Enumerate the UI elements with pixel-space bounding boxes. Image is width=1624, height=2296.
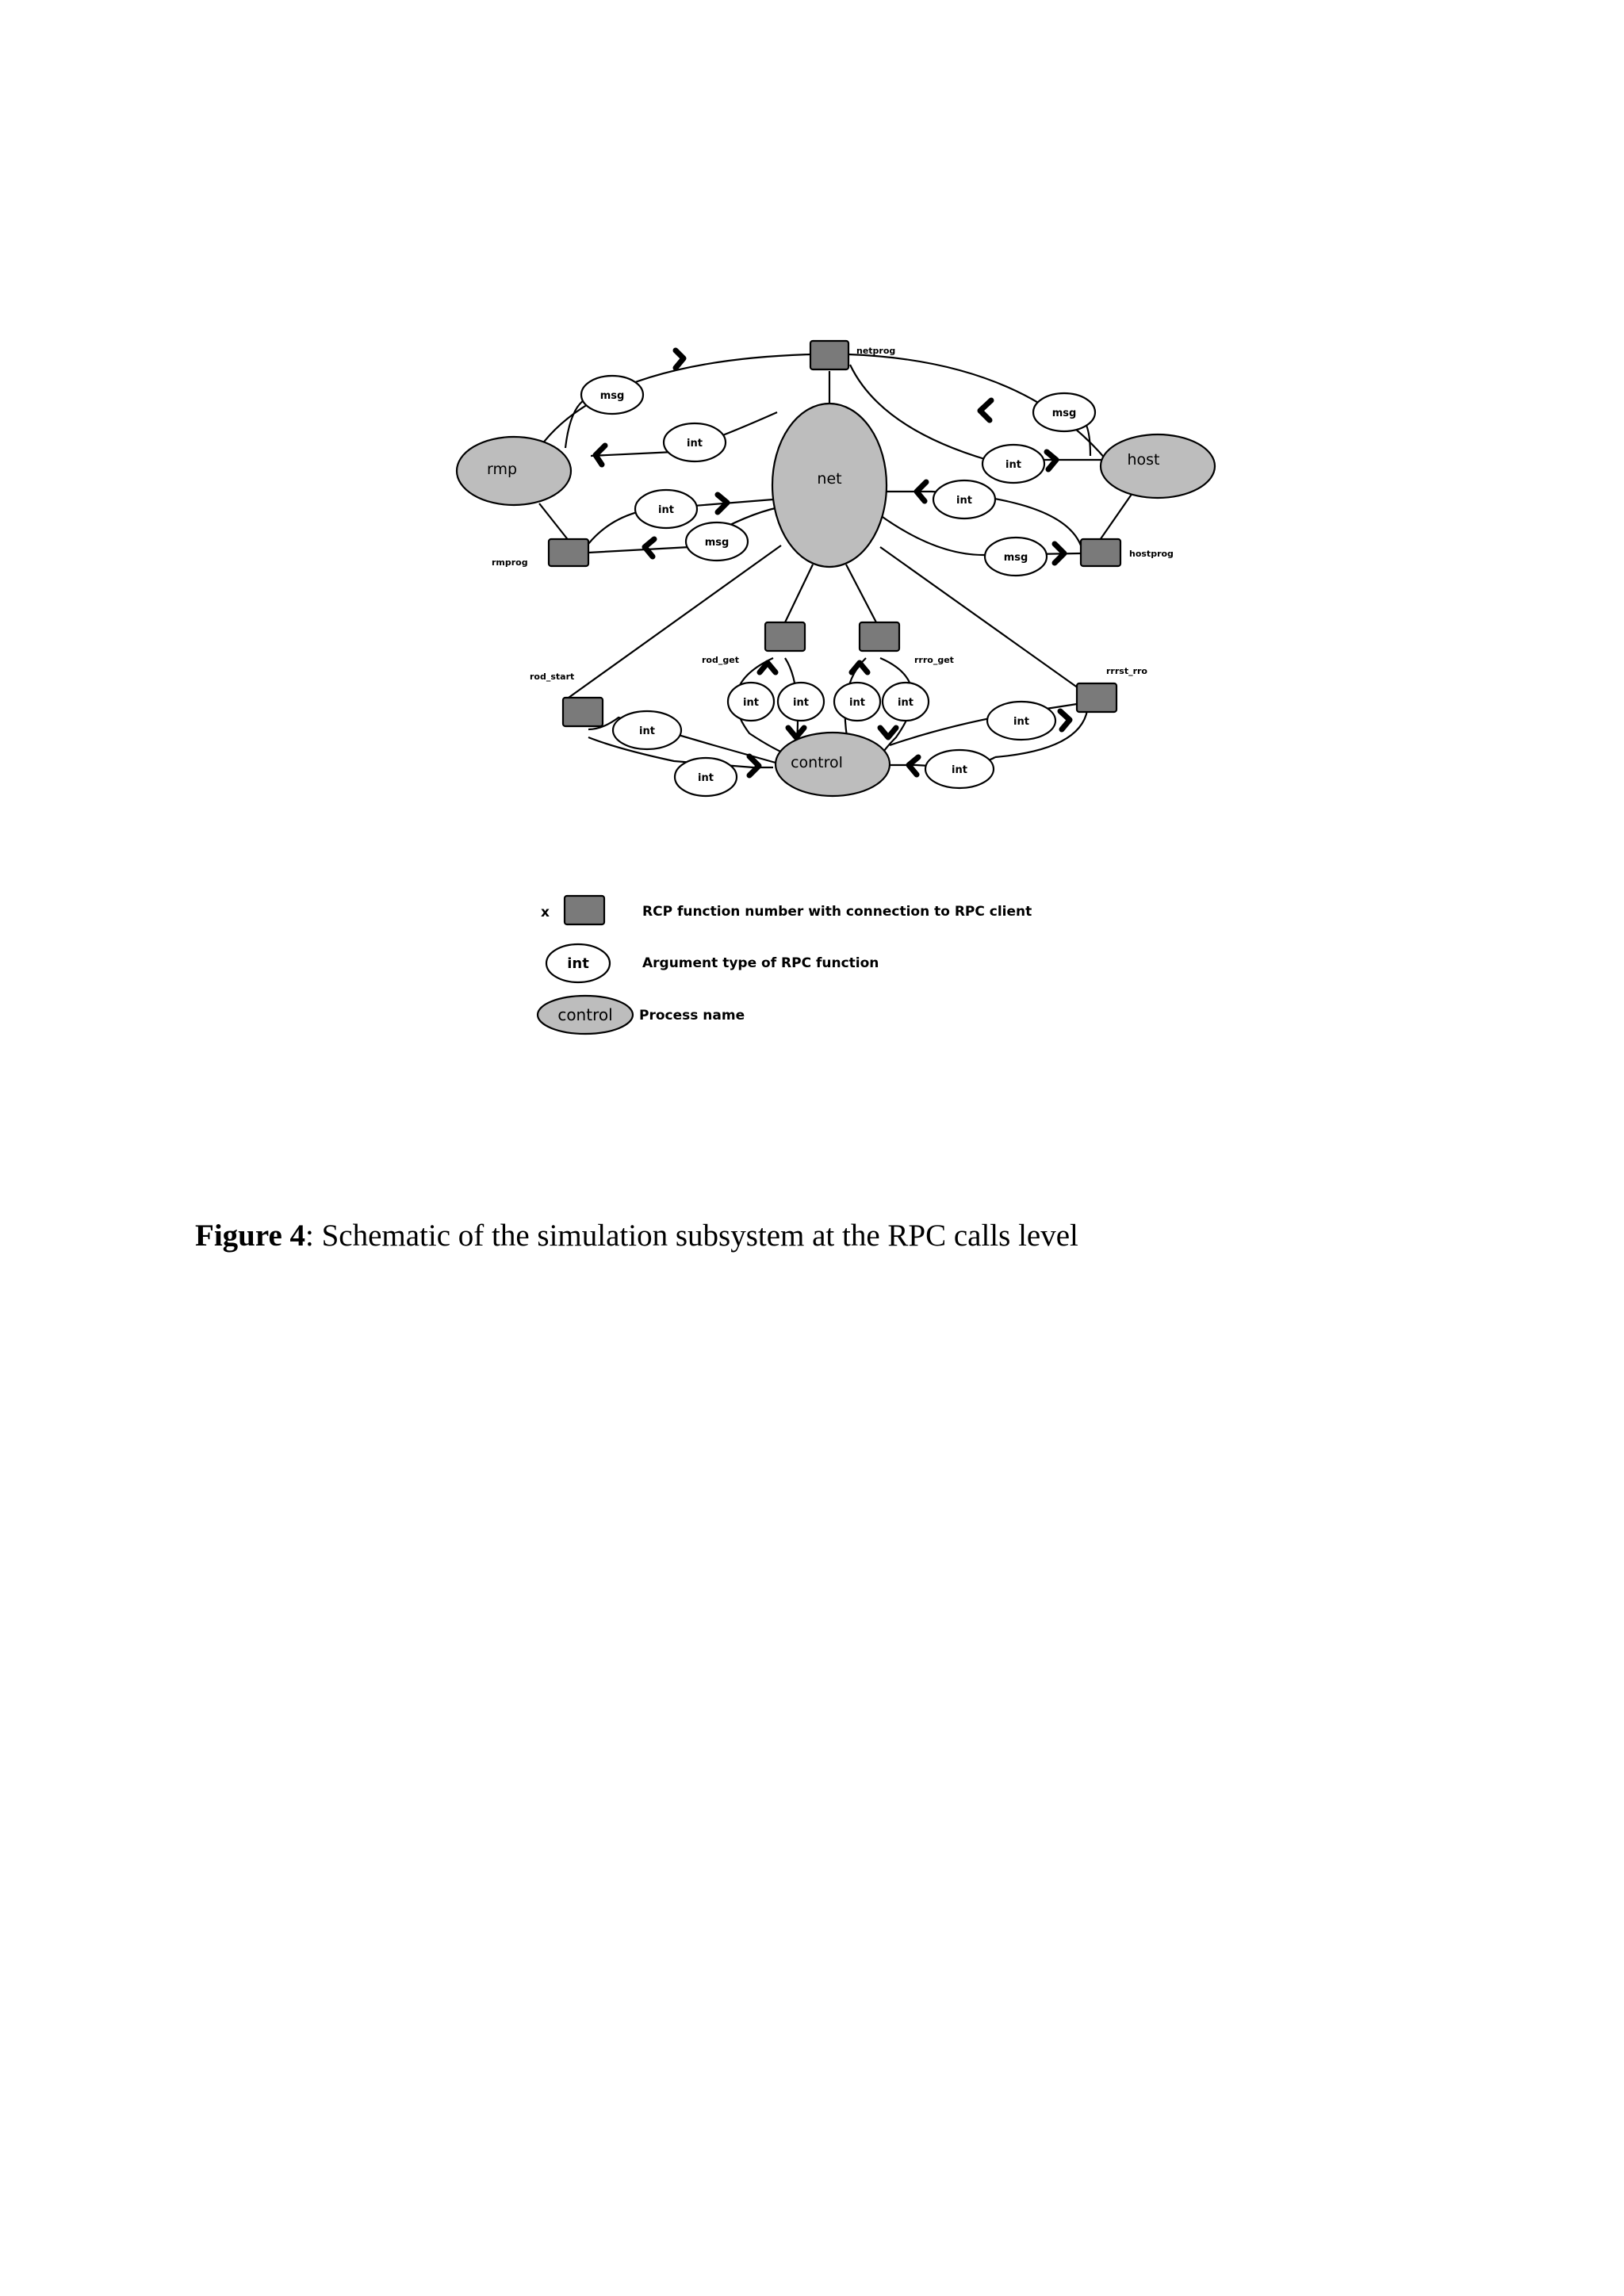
arrow-rrro-get-up — [852, 663, 868, 672]
figure-caption — [195, 1218, 1543, 1253]
process-nodes — [457, 404, 1215, 796]
arg-node-int-rrrst-lower — [925, 750, 994, 788]
arrow-rod-start-control — [749, 756, 759, 775]
arg-node-int-rod-get-right — [778, 683, 824, 721]
arg-label: int — [658, 504, 674, 516]
arg-label: int — [849, 697, 865, 709]
arg-node-int-rod-start-upper — [613, 711, 681, 749]
process-label-host: host — [1127, 451, 1160, 469]
legend-process-desc: Process name — [639, 1008, 745, 1024]
arg-label: int — [1013, 716, 1029, 728]
edge-net-rrrst-rro — [880, 547, 1078, 688]
function-label-rod-start: rod_start — [530, 672, 575, 682]
function-label-rmprog: rmprog — [492, 557, 528, 568]
edge-net-rod-start — [563, 545, 781, 702]
legend-row-argument — [546, 944, 879, 982]
arrow-upper-left — [676, 350, 684, 368]
arg-label: msg — [704, 537, 730, 549]
arg-label: int — [898, 697, 914, 709]
arg-node-msg-mid-left — [686, 522, 748, 561]
legend-function-swatch — [565, 896, 604, 924]
function-node-rrrst-rro — [1077, 666, 1147, 712]
arg-label: int — [952, 764, 967, 776]
function-label-rrrst-rro: rrrst_rro — [1106, 666, 1147, 676]
arrow-rmprog-msg — [645, 539, 654, 557]
arg-label: int — [698, 772, 714, 784]
process-label-control: control — [791, 754, 843, 771]
legend-arg-desc: Argument type of RPC function — [642, 955, 879, 971]
function-label-rod-get: rod_get — [702, 655, 739, 665]
function-node-rod-start — [530, 672, 603, 726]
arg-label: int — [639, 725, 655, 737]
arg-node-msg-mid-right — [985, 538, 1047, 576]
edge-net-hostprog-lower — [880, 515, 1081, 555]
arg-node-int-rod-start-lower — [675, 758, 737, 796]
process-node-control — [776, 733, 890, 796]
arg-node-msg-top-right — [1033, 393, 1095, 431]
arrow-rrrst-rro-int — [1060, 711, 1070, 729]
arg-node-int-rrrst-upper — [987, 702, 1055, 740]
legend-x-marker: x — [541, 905, 550, 920]
function-label-hostprog: hostprog — [1129, 549, 1174, 559]
arg-label: int — [687, 438, 703, 450]
process-label-rmp: rmp — [486, 461, 518, 478]
arg-node-int-top-right — [982, 445, 1044, 483]
legend-function-desc: RCP function number with connection to RPC client — [642, 904, 1032, 920]
legend-arg-label: int — [567, 955, 589, 972]
arg-node-int-rrro-get-right — [883, 683, 929, 721]
process-node-net — [772, 404, 887, 567]
arrow-rod-get-down — [788, 728, 804, 737]
arg-node-int-rrro-get-left — [834, 683, 880, 721]
process-node-rmp — [457, 437, 571, 505]
arg-node-msg-top-left — [581, 376, 643, 414]
function-node-hostprog — [1081, 539, 1174, 566]
arg-label: int — [793, 697, 809, 709]
edge-rmp-rmprog — [539, 503, 569, 541]
legend-row-process — [538, 996, 745, 1034]
process-node-host — [1101, 434, 1215, 498]
arrow-rrro-get-down — [880, 728, 896, 737]
process-label-net: net — [817, 470, 842, 488]
function-label-rrro-get: rrro_get — [914, 655, 954, 665]
figure-caption-label: Figure 4 — [195, 1219, 306, 1253]
arg-node-int-top-left — [664, 423, 726, 461]
function-label-netprog: netprog — [856, 346, 896, 356]
arg-label: msg — [1003, 552, 1028, 564]
edge-net-rrro-get — [846, 564, 876, 622]
arg-node-int-rod-get-left — [728, 683, 774, 721]
function-node-rmprog — [492, 539, 588, 568]
legend-row-function — [541, 896, 1032, 924]
function-node-rrro-get — [860, 622, 954, 665]
legend — [538, 896, 1032, 1034]
figure-caption-text: : Schematic of the simulation subsystem at the RPC calls level — [305, 1219, 1078, 1253]
arg-label: int — [956, 495, 972, 507]
arg-node-int-mid-right — [933, 480, 995, 519]
arrow-upper-right — [980, 400, 991, 420]
arg-label: int — [1005, 459, 1021, 471]
function-node-rod-get — [702, 622, 805, 665]
edge-host-hostprog — [1098, 493, 1132, 542]
edge-net-rod-get — [785, 564, 813, 622]
arg-label: msg — [599, 390, 625, 402]
edge-rod-start-control-lower — [588, 737, 773, 767]
arg-node-int-mid-left — [635, 490, 697, 528]
arg-label: int — [743, 697, 759, 709]
legend-process-label: control — [557, 1005, 613, 1024]
arg-label: msg — [1051, 408, 1077, 419]
